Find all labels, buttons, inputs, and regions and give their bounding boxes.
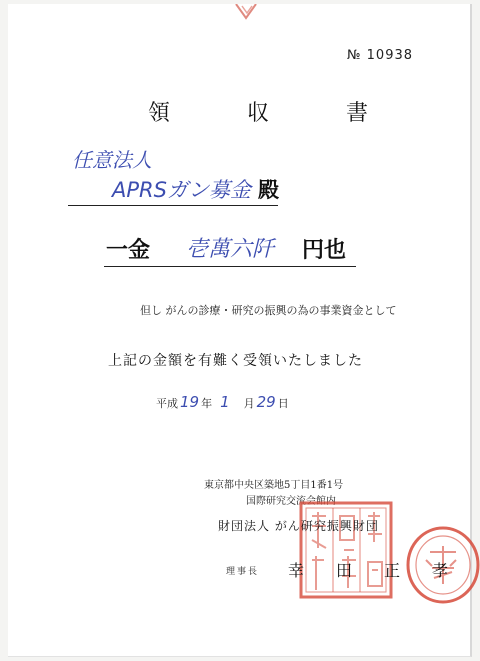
stamp-edge-mark bbox=[230, 4, 264, 24]
document-title bbox=[148, 96, 368, 127]
representative-name bbox=[288, 558, 448, 581]
serial-number: № 10938 bbox=[347, 48, 414, 63]
recipient-underline bbox=[68, 205, 278, 206]
amount-underline bbox=[104, 266, 356, 267]
title-char: 書 bbox=[345, 101, 368, 126]
title-char: 領 bbox=[148, 101, 171, 126]
name-char: 幸 bbox=[288, 561, 305, 580]
date-era: 平成 bbox=[156, 397, 178, 410]
amount-prefix: 一金 bbox=[106, 237, 151, 263]
organization-seal bbox=[298, 500, 394, 600]
issuer-address-line1: 東京都中央区築地5丁目1番1号 bbox=[204, 480, 344, 491]
date-day-unit: 日 bbox=[277, 397, 289, 410]
date-year: 19 bbox=[180, 393, 200, 411]
receipt-statement: 上記の金額を有難く受領いたしました bbox=[108, 353, 363, 369]
date-day: 29 bbox=[256, 393, 276, 411]
issuer-organization: 財団法人 がん研究振興財団 bbox=[218, 519, 379, 533]
date-line bbox=[156, 393, 289, 411]
date-month: 1 bbox=[220, 393, 230, 411]
date-month-unit: 月 bbox=[243, 397, 255, 410]
name-char: 田 bbox=[335, 561, 352, 580]
representative-title: 理事長 bbox=[226, 567, 260, 577]
honorific: 殿 bbox=[258, 177, 279, 202]
issuer-address-line2: 国際研究交流会館内 bbox=[246, 496, 336, 507]
purpose-line: 但し がんの診療・研究の振興の為の事業資金として bbox=[140, 304, 397, 317]
recipient-name: APRSガン募金 bbox=[112, 178, 251, 202]
date-year-unit: 年 bbox=[201, 397, 213, 410]
receipt-sheet bbox=[8, 4, 472, 657]
title-char: 収 bbox=[246, 101, 269, 126]
name-char: 正 bbox=[383, 561, 400, 580]
name-char: 孝 bbox=[431, 561, 448, 580]
amount-suffix: 円也 bbox=[302, 237, 347, 263]
amount-handwritten: 壱萬六阡 bbox=[186, 237, 275, 262]
recipient-organization: 任意法人 bbox=[72, 148, 152, 172]
